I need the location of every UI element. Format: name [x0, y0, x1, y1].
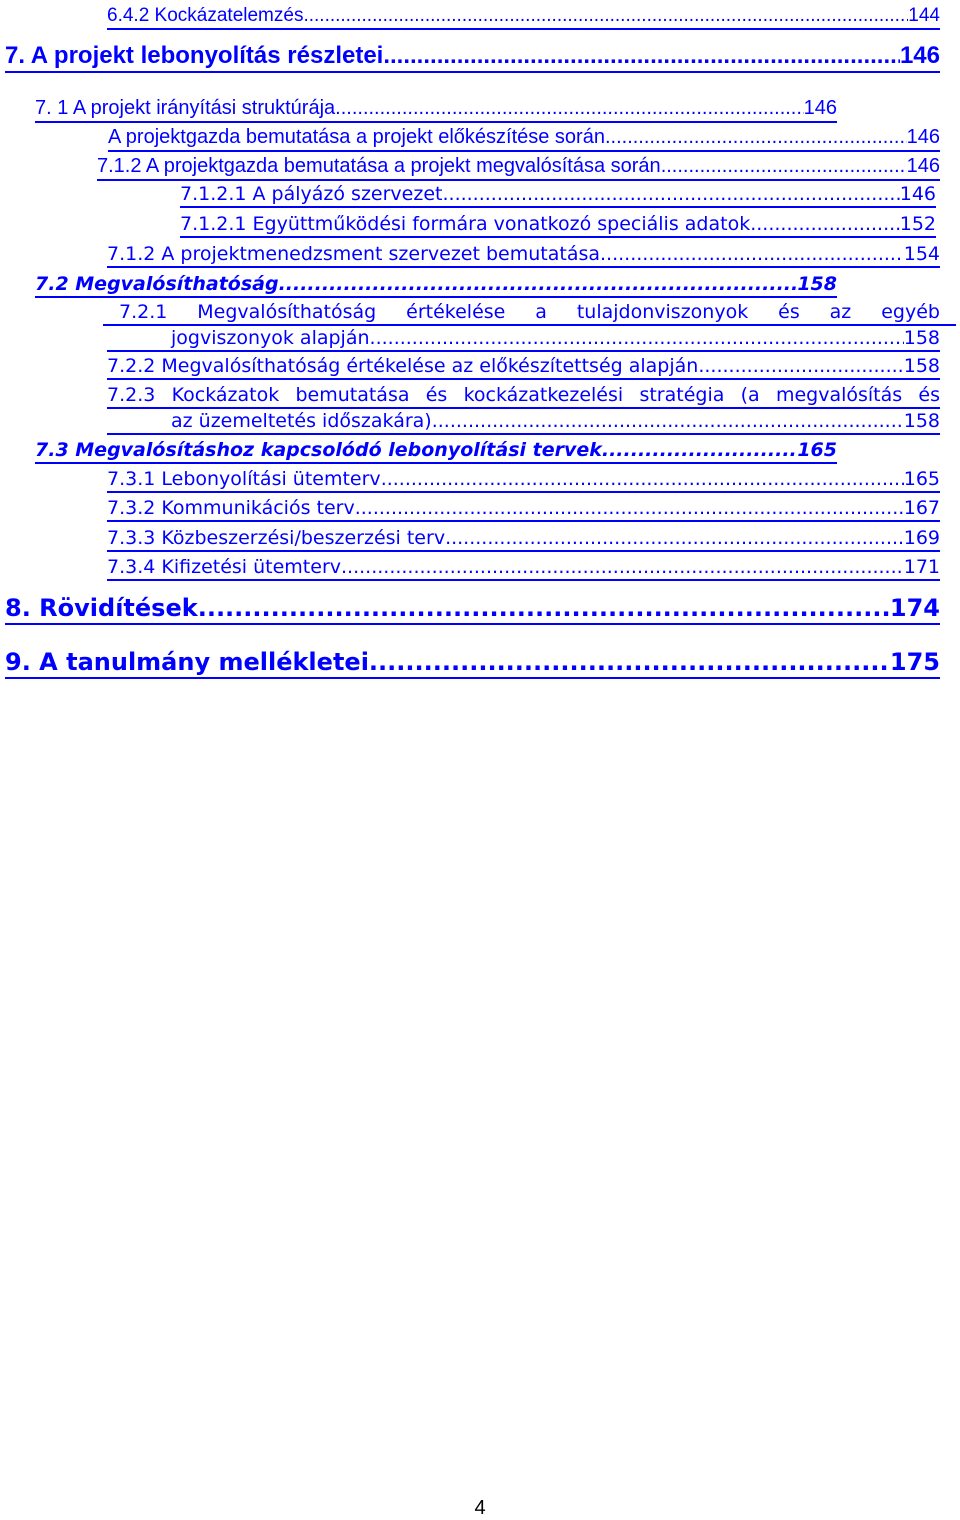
toc-entry-title: 7. 1 A projekt irányítási struktúrája: [35, 97, 336, 119]
toc-entry-title: 7.1.2.1 Együttműködési formára vonatkozó speciális adatok: [180, 213, 751, 235]
toc-entry[interactable]: [107, 243, 940, 268]
toc-entry[interactable]: [35, 273, 837, 298]
toc-entry[interactable]: [107, 5, 940, 30]
toc-entry-page: 154: [903, 243, 940, 265]
toc-word: Megvalósíthatóság: [197, 301, 377, 323]
toc-entry-title: az üzemeltetés időszakára): [171, 410, 432, 432]
toc-entry-title: 7.1.2 A projektgazda bemutatása a projekt megvalósítása során: [97, 155, 661, 177]
toc-leader-dots: [602, 439, 797, 461]
toc-word: értékelése: [406, 301, 506, 323]
toc-word: és: [778, 301, 800, 323]
toc-entry-line1[interactable]: [107, 384, 940, 409]
toc-entry[interactable]: [35, 439, 837, 464]
toc-entry-title: 7.1.2.1 A pályázó szervezet: [180, 183, 443, 205]
toc-leader-dots: [750, 213, 900, 235]
toc-word: a: [535, 301, 547, 323]
toc-entry-title: 7.3.4 Kifizetési ütemterv: [107, 556, 341, 578]
toc-entry-title: 6.4.2 Kockázatelemzés: [107, 5, 304, 26]
toc-entry-title: 7.2.2 Megvalósíthatóság értékelése az előkészítettség alapján: [107, 355, 699, 377]
toc-leader-dots: [279, 273, 798, 295]
toc-word: egyéb: [881, 301, 940, 323]
page-number: 4: [474, 1497, 486, 1519]
toc-entry-title: 7.3.1 Lebonyolítási ütemterv: [107, 468, 381, 490]
toc-leader-dots: [698, 355, 903, 377]
toc-entry-line2[interactable]: [107, 410, 940, 435]
toc-entry-title: 7. A projekt lebonyolítás részletei: [5, 42, 384, 69]
toc-entry-title: 7.3.2 Kommunikációs terv: [107, 497, 355, 519]
toc-entry[interactable]: [97, 155, 940, 181]
toc-entry-page: 165: [903, 468, 940, 490]
toc-entry-title: 7.1.2 A projektmenedzsment szervezet bemutatása: [107, 243, 600, 265]
toc-word: tulajdonviszonyok: [576, 301, 749, 323]
toc-entry[interactable]: [107, 497, 940, 522]
toc-entry-page: 169: [903, 527, 940, 549]
toc-leader-dots: [445, 527, 904, 549]
toc-entry[interactable]: [180, 183, 936, 208]
toc-entry[interactable]: [107, 556, 940, 581]
toc-leader-dots: [600, 243, 904, 265]
toc-word: 7.2.3: [107, 384, 156, 406]
toc-leader-dots: [432, 410, 904, 432]
toc-word: bemutatása: [295, 384, 410, 406]
toc-entry-page: 152: [899, 213, 936, 235]
toc-entry-page: 146: [899, 42, 940, 69]
toc-entry-page: 158: [903, 327, 940, 349]
toc-word: 7.2.1: [119, 301, 168, 323]
toc-entry[interactable]: [5, 42, 940, 73]
toc-word: (a: [740, 384, 760, 406]
toc-entry-line1[interactable]: [103, 301, 956, 326]
toc-entry[interactable]: [107, 355, 940, 380]
toc-entry-page: 158: [797, 273, 837, 295]
toc-entry[interactable]: [107, 468, 940, 493]
toc-entry-page: 146: [899, 183, 936, 205]
toc-leader-dots: [369, 648, 890, 676]
toc-entry-page: 146: [906, 155, 940, 177]
toc-entry-title: 9. A tanulmány mellékletei: [5, 648, 369, 676]
toc-entry-page: 146: [906, 126, 940, 148]
toc-word: stratégia: [639, 384, 725, 406]
toc-leader-dots: [370, 327, 904, 349]
toc-word: és: [425, 384, 448, 406]
toc-word: kockázatkezelési: [463, 384, 624, 406]
toc-entry-page: 158: [903, 355, 940, 377]
toc-leader-dots: [303, 5, 908, 27]
toc-entry[interactable]: [107, 527, 940, 552]
toc-entry-page: 146: [803, 97, 837, 119]
toc-leader-dots: [198, 594, 890, 622]
toc-entry-page: 158: [903, 410, 940, 432]
toc-entry-title: 7.2 Megvalósíthatóság: [35, 273, 279, 295]
toc-entry-title: A projektgazda bemutatása a projekt előkészítése során: [108, 126, 605, 148]
toc-entry[interactable]: [180, 213, 936, 238]
toc-entry[interactable]: [5, 594, 940, 625]
toc-leader-dots: [383, 42, 900, 70]
toc-entry-title: jogviszonyok alapján: [171, 327, 370, 349]
toc-entry[interactable]: [5, 648, 940, 679]
toc-word: Kockázatok: [171, 384, 280, 406]
toc-entry-page: 175: [889, 648, 940, 676]
toc-entry-title: 7.3 Megvalósításhoz kapcsolódó lebonyolítási tervek: [35, 439, 602, 461]
toc-entry[interactable]: [108, 126, 940, 152]
toc-leader-dots: [442, 183, 899, 205]
toc-entry-title: 7.3.3 Közbeszerzési/beszerzési terv: [107, 527, 446, 549]
toc-entry-line2[interactable]: [107, 327, 940, 352]
toc-word: és: [918, 384, 940, 406]
toc-word: megvalósítás: [775, 384, 903, 406]
toc-leader-dots: [355, 497, 904, 519]
toc-entry-page: 167: [903, 497, 940, 519]
toc-leader-dots: [605, 126, 907, 149]
toc-leader-dots: [381, 468, 904, 490]
toc-entry[interactable]: [35, 97, 837, 123]
toc-leader-dots: [335, 97, 803, 120]
toc-entry-page: 174: [889, 594, 940, 622]
toc-word: az: [829, 301, 852, 323]
toc-entry-page: 144: [908, 5, 940, 26]
toc-entry-page: 171: [903, 556, 940, 578]
toc-leader-dots: [661, 155, 907, 178]
toc-leader-dots: [341, 556, 904, 578]
toc-entry-page: 165: [797, 439, 837, 461]
toc-entry-title: 8. Rövidítések: [5, 594, 198, 622]
